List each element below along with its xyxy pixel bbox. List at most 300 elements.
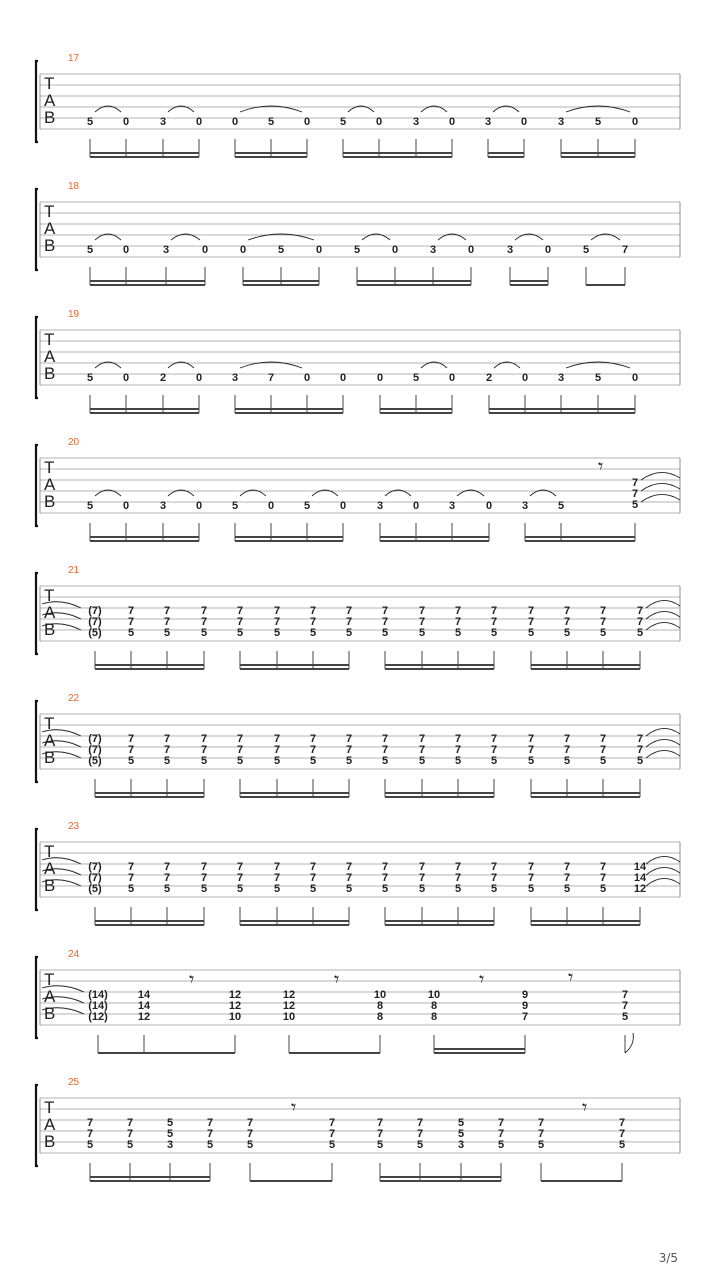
fret-number: 7 [599, 616, 607, 628]
fret-number: 5 [200, 883, 208, 895]
fret-number: 7 [636, 733, 644, 745]
fret-number: 5 [381, 883, 389, 895]
tab-clef-t: T [44, 842, 55, 861]
fret-number: 7 [563, 605, 571, 617]
fret-number: 5 [537, 1139, 545, 1151]
staff-bracket [36, 61, 38, 142]
fret-number: 7 [381, 872, 389, 884]
fret-number: 7 [236, 605, 244, 617]
fret-number: 5 [594, 116, 602, 128]
fret-number: 5 [416, 1139, 424, 1151]
fret-number: (7) [88, 861, 102, 873]
fret-number: 12 [228, 989, 242, 1001]
fret-number: 5 [86, 372, 94, 384]
measure-number: 19 [68, 309, 80, 320]
tab-system [36, 949, 680, 1053]
fret-number: 7 [381, 605, 389, 617]
fret-number: 7 [200, 733, 208, 745]
fret-number: 7 [490, 744, 498, 756]
fret-number: 5 [86, 500, 94, 512]
fret-number: 7 [527, 744, 535, 756]
fret-number: 5 [582, 244, 590, 256]
fret-number: 5 [636, 755, 644, 767]
fret-number: 3 [448, 500, 456, 512]
tab-system [36, 565, 680, 669]
fret-number: 5 [163, 755, 171, 767]
fret-number: 14 [137, 1000, 151, 1012]
fret-number: 5 [86, 1139, 94, 1151]
fret-number: 3 [166, 1139, 174, 1151]
fret-number: 5 [231, 500, 239, 512]
fret-number: 7 [309, 861, 317, 873]
tab-system [36, 53, 680, 157]
fret-number: (7) [88, 872, 102, 884]
fret-number: 7 [345, 616, 353, 628]
fret-number: (14) [88, 1000, 108, 1012]
fret-number: 5 [127, 627, 135, 639]
tab-system [36, 181, 680, 285]
fret-number: 7 [490, 733, 498, 745]
tab-system [36, 437, 680, 541]
fret-number: 5 [457, 1117, 465, 1129]
fret-number: 7 [527, 733, 535, 745]
tab-clef-b: B [44, 1004, 56, 1023]
fret-number: 7 [200, 605, 208, 617]
fret-number: 7 [236, 733, 244, 745]
fret-number: 5 [309, 755, 317, 767]
tab-clef-t: T [44, 714, 55, 733]
tab-clef-b: B [44, 236, 56, 255]
fret-number: 9 [521, 1000, 529, 1012]
fret-number: 5 [273, 627, 281, 639]
fret-number: 0 [201, 244, 209, 256]
fret-number: 0 [195, 500, 203, 512]
fret-number: 7 [381, 616, 389, 628]
fret-number: 5 [166, 1117, 174, 1129]
fret-number: 7 [163, 605, 171, 617]
fret-number: 8 [430, 1000, 438, 1012]
fret-number: 7 [309, 744, 317, 756]
staff-bracket [36, 1085, 38, 1166]
fret-number: 0 [391, 244, 399, 256]
measure-number: 17 [68, 53, 80, 64]
fret-number: 7 [309, 605, 317, 617]
fret-number: 5 [497, 1139, 505, 1151]
note-flag [625, 1033, 633, 1053]
tab-clef-b: B [44, 364, 56, 383]
tab-clef-a: A [44, 91, 56, 110]
fret-number: 10 [427, 989, 441, 1001]
fret-number: 7 [200, 744, 208, 756]
fret-number: 7 [236, 872, 244, 884]
fret-number: 7 [599, 872, 607, 884]
fret-number: 7 [200, 616, 208, 628]
fret-number: 5 [236, 755, 244, 767]
fret-number: 7 [621, 1000, 629, 1012]
fret-number: 7 [381, 733, 389, 745]
fret-number: 5 [353, 244, 361, 256]
fret-number: 7 [345, 605, 353, 617]
fret-number: 0 [520, 116, 528, 128]
fret-number: 7 [309, 733, 317, 745]
fret-number: 7 [490, 872, 498, 884]
tab-clef-a: A [44, 603, 56, 622]
fret-number: 7 [418, 616, 426, 628]
fret-number: 7 [163, 861, 171, 873]
fret-number: 7 [163, 616, 171, 628]
fret-number: 5 [86, 116, 94, 128]
fret-number: 0 [339, 372, 347, 384]
fret-number: 2 [485, 372, 493, 384]
fret-number: 7 [163, 733, 171, 745]
fret-number: 5 [163, 883, 171, 895]
fret-number: 5 [166, 1128, 174, 1140]
fret-number: 7 [127, 733, 135, 745]
fret-number: 0 [544, 244, 552, 256]
fret-number: 3 [521, 500, 529, 512]
tab-clef-a: A [44, 219, 56, 238]
staff-bracket [36, 317, 38, 398]
fret-number: 5 [328, 1139, 336, 1151]
tab-system [36, 309, 680, 413]
fret-number: 3 [159, 116, 167, 128]
fret-number: 5 [200, 627, 208, 639]
fret-number: 7 [497, 1117, 505, 1129]
fret-number: 7 [563, 861, 571, 873]
fret-number: 7 [273, 872, 281, 884]
fret-number: 7 [127, 872, 135, 884]
fret-number: 7 [563, 872, 571, 884]
fret-number: (7) [88, 616, 102, 628]
tab-system [36, 821, 680, 925]
fret-number: 14 [633, 872, 647, 884]
fret-number: 7 [636, 744, 644, 756]
fret-number: (5) [88, 883, 102, 895]
fret-number: 5 [599, 883, 607, 895]
fret-number: 12 [282, 989, 296, 1001]
fret-number: 3 [557, 372, 565, 384]
fret-number: 3 [457, 1139, 465, 1151]
fret-number: 7 [599, 744, 607, 756]
fret-number: 7 [236, 616, 244, 628]
fret-number: 5 [563, 627, 571, 639]
fret-number: 5 [163, 627, 171, 639]
fret-number: 3 [557, 116, 565, 128]
fret-number: 0 [122, 372, 130, 384]
tie-arc [646, 878, 680, 886]
fret-number: 9 [521, 989, 529, 1001]
staff-bracket [36, 957, 38, 1038]
fret-number: 5 [599, 755, 607, 767]
fret-number: 5 [527, 627, 535, 639]
fret-number: 7 [273, 616, 281, 628]
fret-number: 5 [345, 883, 353, 895]
fret-number: 7 [563, 744, 571, 756]
tab-clef-t: T [44, 330, 55, 349]
fret-number: 0 [122, 244, 130, 256]
fret-number: 7 [328, 1128, 336, 1140]
fret-number: 3 [376, 500, 384, 512]
fret-number: (7) [88, 733, 102, 745]
fret-number: 7 [527, 616, 535, 628]
staff-bracket [36, 189, 38, 270]
fret-number: 7 [418, 861, 426, 873]
fret-number: 7 [490, 616, 498, 628]
tab-clef-a: A [44, 731, 56, 750]
page-number: 3/5 [658, 1251, 678, 1265]
fret-number: 12 [228, 1000, 242, 1012]
fret-number: 7 [454, 616, 462, 628]
fret-number: 0 [303, 372, 311, 384]
eighth-rest-icon: 𝄾 [582, 1095, 588, 1119]
fret-number: 5 [412, 372, 420, 384]
fret-number: 7 [126, 1128, 134, 1140]
fret-number: 7 [86, 1128, 94, 1140]
fret-number: 7 [527, 872, 535, 884]
fret-number: 0 [448, 116, 456, 128]
fret-number: 5 [490, 755, 498, 767]
fret-number: 7 [497, 1128, 505, 1140]
fret-number: 0 [339, 500, 347, 512]
fret-number: 5 [594, 372, 602, 384]
fret-number: 7 [86, 1117, 94, 1129]
fret-number: 0 [467, 244, 475, 256]
fret-number: 5 [418, 883, 426, 895]
tie-arc [646, 622, 680, 630]
fret-number: 7 [416, 1128, 424, 1140]
fret-number: 5 [339, 116, 347, 128]
fret-number: 7 [127, 744, 135, 756]
fret-number: 3 [162, 244, 170, 256]
fret-number: 7 [636, 605, 644, 617]
fret-number: 5 [618, 1139, 626, 1151]
fret-number: 7 [454, 872, 462, 884]
fret-number: 7 [200, 872, 208, 884]
fret-number: 12 [137, 1011, 151, 1023]
fret-number: 5 [127, 755, 135, 767]
staff-bracket [36, 829, 38, 910]
fret-number: 0 [315, 244, 323, 256]
fret-number: 5 [527, 755, 535, 767]
fret-number: 5 [381, 627, 389, 639]
fret-number: 0 [122, 500, 130, 512]
tab-clef-b: B [44, 108, 56, 127]
tab-clef-a: A [44, 987, 56, 1006]
tie-arc [646, 600, 680, 608]
fret-number: 5 [490, 883, 498, 895]
fret-number: 5 [267, 116, 275, 128]
fret-number: 3 [484, 116, 492, 128]
fret-number: 7 [163, 872, 171, 884]
measure-number: 24 [68, 949, 80, 960]
fret-number: 5 [246, 1139, 254, 1151]
fret-number: 5 [621, 1011, 629, 1023]
fret-number: 7 [631, 488, 639, 500]
tab-clef-b: B [44, 1132, 56, 1151]
tie-arc [646, 728, 680, 736]
fret-number: 5 [557, 500, 565, 512]
tab-clef-b: B [44, 620, 56, 639]
fret-number: 7 [267, 372, 275, 384]
fret-number: 5 [376, 1139, 384, 1151]
fret-number: 3 [159, 500, 167, 512]
fret-number: 0 [631, 116, 639, 128]
fret-number: 10 [228, 1011, 242, 1023]
eighth-rest-icon: 𝄾 [598, 454, 604, 478]
fret-number: 7 [381, 744, 389, 756]
fret-number: 5 [457, 1128, 465, 1140]
fret-number: 0 [122, 116, 130, 128]
fret-number: 10 [373, 989, 387, 1001]
measure-number: 22 [68, 693, 80, 704]
fret-number: 7 [345, 861, 353, 873]
fret-number: 7 [345, 733, 353, 745]
fret-number: 5 [345, 755, 353, 767]
tab-clef-t: T [44, 202, 55, 221]
fret-number: 0 [521, 372, 529, 384]
fret-number: 7 [236, 861, 244, 873]
fret-number: 7 [599, 861, 607, 873]
tie-arc [646, 739, 680, 747]
measure-number: 21 [68, 565, 80, 576]
fret-number: 5 [273, 755, 281, 767]
fret-number: 5 [206, 1139, 214, 1151]
measure-number: 20 [68, 437, 80, 448]
fret-number: 0 [631, 372, 639, 384]
fret-number: 10 [282, 1011, 296, 1023]
fret-number: 5 [563, 883, 571, 895]
fret-number: 5 [454, 883, 462, 895]
fret-number: 0 [412, 500, 420, 512]
fret-number: 7 [599, 605, 607, 617]
fret-number: 5 [277, 244, 285, 256]
fret-number: 7 [521, 1011, 529, 1023]
fret-number: 8 [376, 1011, 384, 1023]
fret-number: 7 [563, 616, 571, 628]
fret-number: (7) [88, 605, 102, 617]
fret-number: 7 [236, 744, 244, 756]
fret-number: (14) [88, 989, 108, 1001]
fret-number: 12 [633, 883, 647, 895]
fret-number: 7 [490, 861, 498, 873]
tab-clef-b: B [44, 748, 56, 767]
staff-bracket [36, 445, 38, 526]
fret-number: 7 [454, 733, 462, 745]
fret-number: 5 [418, 755, 426, 767]
fret-number: 2 [159, 372, 167, 384]
tab-clef-b: B [44, 492, 56, 511]
fret-number: (12) [88, 1011, 108, 1023]
fret-number: 7 [418, 605, 426, 617]
fret-number: 0 [303, 116, 311, 128]
fret-number: 5 [303, 500, 311, 512]
fret-number: 3 [429, 244, 437, 256]
tie-arc [641, 494, 680, 502]
fret-number: 7 [309, 616, 317, 628]
fret-number: 7 [418, 744, 426, 756]
tab-clef-t: T [44, 1098, 55, 1117]
fret-number: 7 [127, 616, 135, 628]
fret-number: 7 [537, 1117, 545, 1129]
fret-number: 7 [376, 1128, 384, 1140]
fret-number: 7 [418, 872, 426, 884]
fret-number: 5 [636, 627, 644, 639]
fret-number: 0 [195, 372, 203, 384]
fret-number: 5 [454, 755, 462, 767]
tab-clef-a: A [44, 475, 56, 494]
fret-number: 7 [416, 1117, 424, 1129]
fret-number: 7 [206, 1128, 214, 1140]
fret-number: 5 [454, 627, 462, 639]
fret-number: 7 [246, 1128, 254, 1140]
tie-arc [646, 856, 680, 864]
fret-number: 7 [273, 733, 281, 745]
fret-number: 7 [126, 1117, 134, 1129]
fret-number: 0 [231, 116, 239, 128]
fret-number: 7 [328, 1117, 336, 1129]
measure-number: 18 [68, 181, 80, 192]
tab-clef-t: T [44, 586, 55, 605]
fret-number: 7 [163, 744, 171, 756]
fret-number: 7 [618, 1128, 626, 1140]
fret-number: 5 [381, 755, 389, 767]
tie-arc [641, 472, 680, 480]
fret-number: 7 [621, 989, 629, 1001]
eighth-rest-icon: 𝄾 [479, 967, 485, 991]
staff-bracket [36, 701, 38, 782]
fret-number: 7 [127, 861, 135, 873]
fret-number: 7 [273, 744, 281, 756]
fret-number: 7 [621, 244, 629, 256]
measure-number: 23 [68, 821, 80, 832]
measure-number: 25 [68, 1077, 80, 1088]
fret-number: 3 [506, 244, 514, 256]
fret-number: 5 [418, 627, 426, 639]
fret-number: (5) [88, 627, 102, 639]
fret-number: 12 [282, 1000, 296, 1012]
fret-number: 5 [563, 755, 571, 767]
fret-number: 7 [309, 872, 317, 884]
fret-number: 7 [454, 605, 462, 617]
staff-bracket [36, 573, 38, 654]
fret-number: 5 [527, 883, 535, 895]
fret-number: 5 [236, 883, 244, 895]
fret-number: 5 [127, 883, 135, 895]
tab-clef-t: T [44, 74, 55, 93]
fret-number: 7 [454, 861, 462, 873]
fret-number: 7 [273, 605, 281, 617]
fret-number: (5) [88, 755, 102, 767]
tab-clef-a: A [44, 1115, 56, 1134]
tab-clef-a: A [44, 859, 56, 878]
fret-number: 5 [273, 883, 281, 895]
tab-clef-t: T [44, 458, 55, 477]
fret-number: 0 [195, 116, 203, 128]
fret-number: 0 [239, 244, 247, 256]
fret-number: 7 [618, 1117, 626, 1129]
fret-number: 7 [631, 477, 639, 489]
fret-number: 5 [599, 627, 607, 639]
fret-number: 7 [599, 733, 607, 745]
fret-number: 8 [430, 1011, 438, 1023]
fret-number: 14 [137, 989, 151, 1001]
fret-number: 7 [490, 605, 498, 617]
fret-number: 3 [231, 372, 239, 384]
fret-number: 7 [206, 1117, 214, 1129]
fret-number: 7 [636, 616, 644, 628]
fret-number: 7 [345, 744, 353, 756]
fret-number: 7 [537, 1128, 545, 1140]
